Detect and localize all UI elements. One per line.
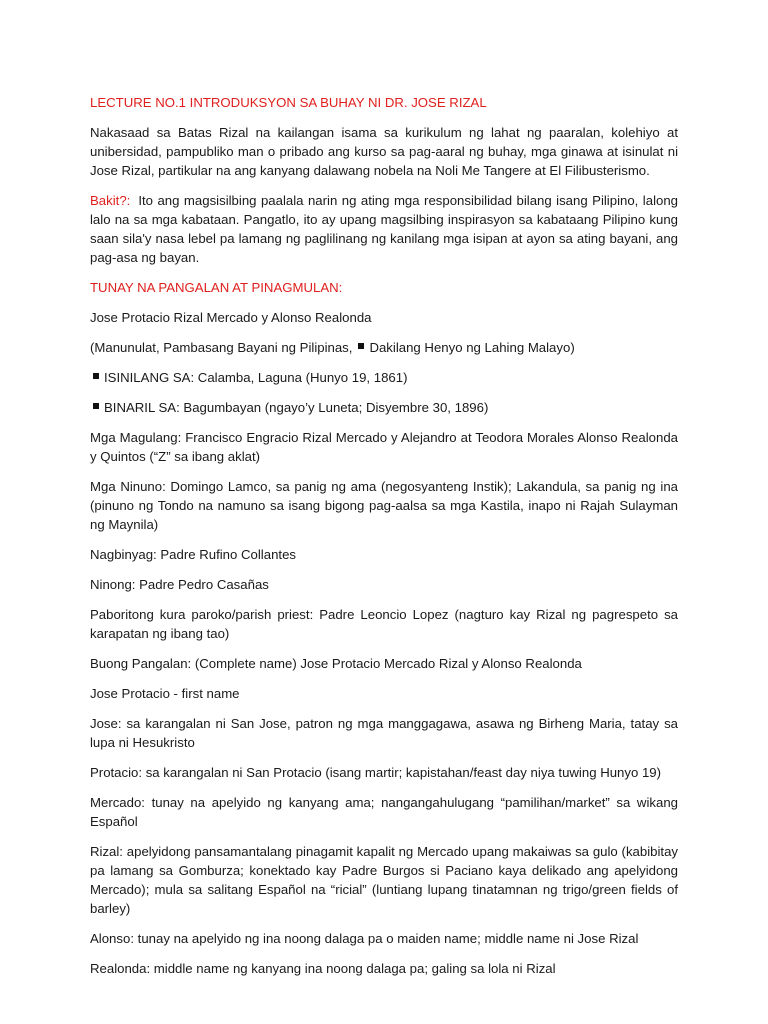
executed-text: BINARIL SA: Bagumbayan (ngayo’y Luneta; Disyembre 30, 1896) [104, 400, 489, 415]
square-bullet-icon [93, 403, 99, 409]
born-line [90, 368, 678, 387]
mercado-line: Mercado: tunay na apelyido ng kanyang ama; nangangahulugang “pamilihan/market” sa wikang Español [90, 795, 678, 829]
intro-paragraph: Nakasaad sa Batas Rizal na kailangan isama sa kurikulum ng lahat ng paaralan, kolehiyo at unibersidad, pampubliko man o pribado ang kurso sa pag-aaral ng buhay, mga ginawa at isinulat ni Jose Rizal, partikular na ang kanyang dalawang nobela na Noli Me Tangere at El Filibusterismo. [90, 125, 678, 178]
jose-paragraph: Jose: sa karangalan ni San Jose, patron ng mga manggagawa, asawa ng Birheng Maria, tatay sa lupa ni Hesukristo [90, 716, 678, 750]
document-page [90, 93, 678, 989]
parents-paragraph: Mga Magulang: Francisco Engracio Rizal Mercado y Alejandro at Teodora Morales Alonso Realonda y Quintos (“Z” sa ibang aklat) [90, 430, 678, 464]
protacio-line: Protacio: sa karangalan ni San Protacio (isang martir; kapistahan/feast day niya tuwing Hunyo 19) [90, 765, 662, 780]
why-paragraph [90, 191, 678, 267]
alonso-line: Alonso: tunay na apelyido ng ina noong dalaga pa o maiden name; middle name ni Jose Rizal [90, 931, 639, 946]
rizal-paragraph: Rizal: apelyidong pansamantalang pinagamit kapalit ng Mercado upang makaiwas sa gulo (kabibitay pa lamang sa Gomburza; konektado kay Padre Burgos si Paciano kaya delikado ang apelyidong Mercado); mula sa salitang Español na “ricial” (luntiang lupang tinatamnan ng trigo/green fields of barley) [90, 844, 678, 916]
titles-part-2: Dakilang Henyo ng Lahing Malayo) [369, 340, 575, 355]
square-bullet-icon [93, 373, 99, 379]
parish-priest-paragraph: Paboritong kura paroko/parish priest: Padre Leoncio Lopez (nagturo kay Rizal ng pagrespeto sa karapatan ng ibang tao) [90, 607, 678, 641]
godfather-line: Ninong: Padre Pedro Casañas [90, 577, 269, 592]
first-name-line: Jose Protacio - first name [90, 686, 240, 701]
titles-part-1: (Manunulat, Pambasang Bayani ng Pilipinas, [90, 340, 353, 355]
full-name: Jose Protacio Rizal Mercado y Alonso Realonda [90, 310, 372, 325]
born-text: ISINILANG SA: Calamba, Laguna (Hunyo 19, 1861) [104, 370, 408, 385]
baptizer-line: Nagbinyag: Padre Rufino Collantes [90, 547, 296, 562]
lecture-title: LECTURE NO.1 INTRODUKSYON SA BUHAY NI DR. JOSE RIZAL [90, 95, 487, 110]
section-heading: TUNAY NA PANGALAN AT PINAGMULAN: [90, 280, 343, 295]
why-label: Bakit?: [90, 193, 131, 208]
square-bullet-icon [358, 343, 364, 349]
titles-line [90, 338, 678, 357]
realonda-line: Realonda: middle name ng kanyang ina noong dalaga pa; galing sa lola ni Rizal [90, 961, 556, 976]
why-text: Ito ang magsisilbing paalala narin ng ating mga responsibilidad bilang isang Pilipino, lalong lalo na sa mga kabataan. Pangatlo, ito ay upang magsilbing inspirasyon sa kabataang Pilipino kung saan sila'y nasa lebel pa lamang ng paglilinang ng kanilang mga isipan at ayon sa ating bayani, ang pag-asa ng bayan. [90, 193, 678, 265]
complete-name-line: Buong Pangalan: (Complete name) Jose Protacio Mercado Rizal y Alonso Realonda [90, 656, 582, 671]
executed-line [90, 398, 678, 417]
ancestors-paragraph: Mga Ninuno: Domingo Lamco, sa panig ng ama (negosyanteng Instik); Lakandula, sa panig ng ina (pinuno ng Tondo na namuno sa isang bigong pag-aalsa sa mga Kastila, inapo ni Rajah Sulayman ng Maynila) [90, 479, 678, 532]
